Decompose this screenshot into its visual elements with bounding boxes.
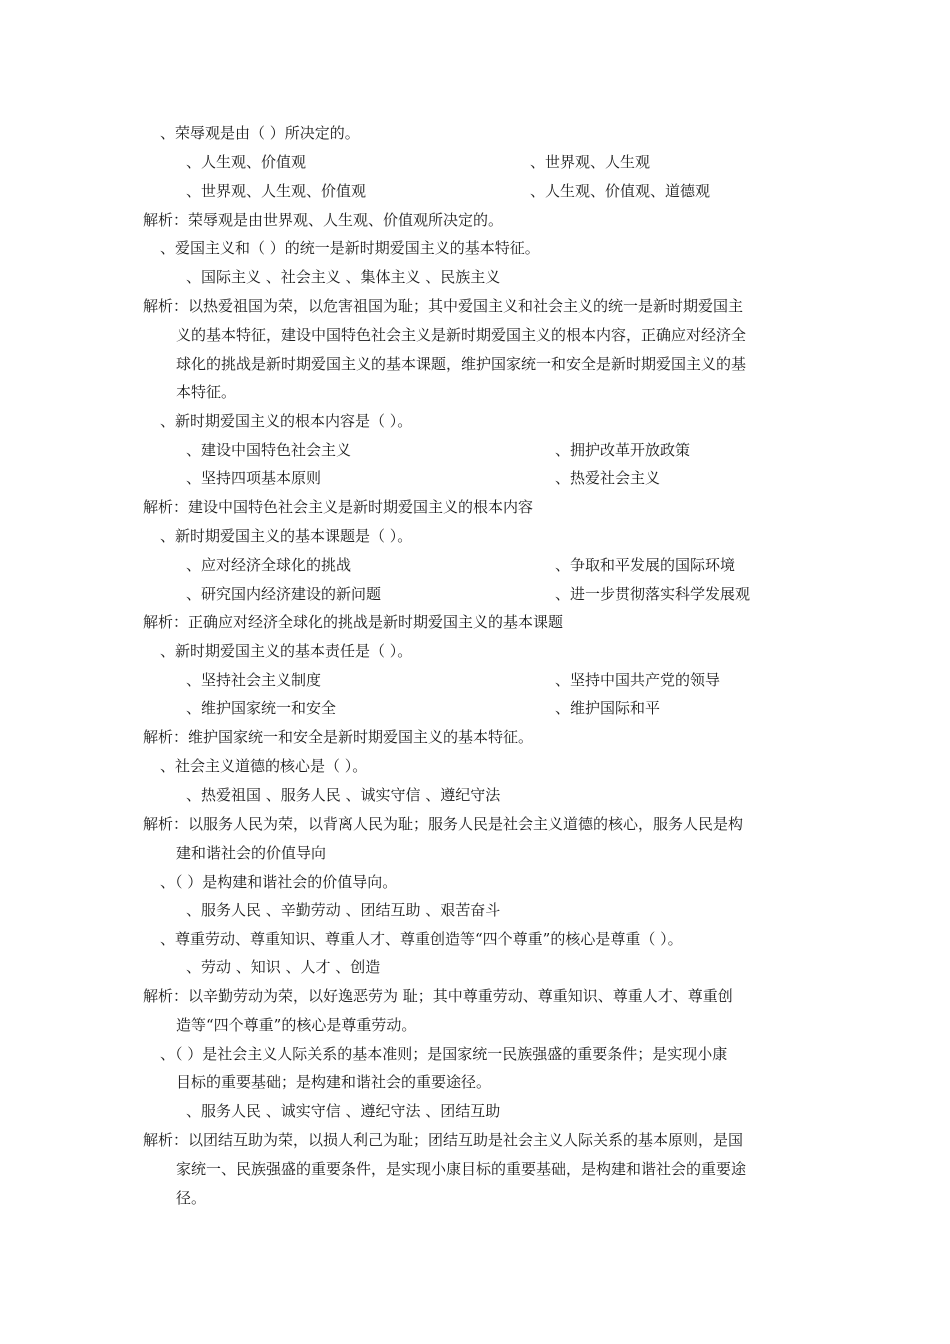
question-4-analysis: 解析：正确应对经济全球化的挑战是新时期爱国主义的基本课题 [143,613,564,631]
question-3-option-a: 、建设中国特色社会主义 [186,441,352,459]
question-9-analysis-line-3: 径。 [176,1189,207,1207]
question-9: 、（ ）是社会主义人际关系的基本准则；是国家统一民族强盛的重要条件；是实现小康 [160,1045,728,1063]
question-9-analysis-line-2: 家统一、民族强盛的重要条件，是实现小康目标的重要基础，是构建和谐社会的重要途 [176,1160,747,1178]
question-5: 、新时期爱国主义的基本责任是（ ）。 [160,642,413,660]
question-8-options: 、劳动 、知识 、人才 、创造 [186,958,381,976]
question-4-option-b: 、争取和平发展的国际环境 [555,556,736,574]
question-3-option-b: 、拥护改革开放政策 [555,441,691,459]
question-2-options: 、国际主义 、社会主义 、集体主义 、民族主义 [186,268,501,286]
question-2-analysis-line-2: 义的基本特征，建设中国特色社会主义是新时期爱国主义的根本内容，正确应对经济全 [176,326,747,344]
question-9-line-2: 目标的重要基础；是构建和谐社会的重要途径。 [176,1073,492,1091]
question-3-option-c: 、坚持四项基本原则 [186,469,322,487]
question-2: 、爱国主义和（ ）的统一是新时期爱国主义的基本特征。 [160,239,540,257]
question-6: 、社会主义道德的核心是（ ）。 [160,757,368,775]
question-1-option-a: 、人生观、价值观 [186,153,307,171]
question-4: 、新时期爱国主义的基本课题是（ ）。 [160,527,413,545]
question-1-option-c: 、世界观、人生观、价值观 [186,182,367,200]
question-5-option-a: 、坚持社会主义制度 [186,671,322,689]
question-9-options: 、服务人民 、诚实守信 、遵纪守法 、团结互助 [186,1102,501,1120]
question-1: 、荣辱观是由（ ）所决定的。 [160,124,360,142]
question-8: 、尊重劳动、尊重知识、尊重人才、尊重创造等“四个尊重”的核心是尊重（ ）。 [160,930,683,948]
question-1-option-b: 、世界观、人生观 [530,153,651,171]
question-5-analysis: 解析：维护国家统一和安全是新时期爱国主义的基本特征。 [143,728,534,746]
question-2-analysis-line-4: 本特征。 [176,383,237,401]
question-7-options: 、服务人民 、辛勤劳动 、团结互助 、艰苦奋斗 [186,901,501,919]
question-4-option-c: 、研究国内经济建设的新问题 [186,585,382,603]
question-6-analysis: 解析：以服务人民为荣，以背离人民为耻；服务人民是社会主义道德的核心，服务人民是构 [143,815,744,833]
question-1-option-d: 、人生观、价值观、道德观 [530,182,711,200]
question-9-analysis: 解析：以团结互助为荣，以损人利己为耻；团结互助是社会主义人际关系的基本原则，是国 [143,1131,744,1149]
question-3: 、新时期爱国主义的根本内容是（ ）。 [160,412,413,430]
question-6-options: 、热爱祖国 、服务人民 、诚实守信 、遵纪守法 [186,786,501,804]
question-5-option-b: 、坚持中国共产党的领导 [555,671,721,689]
question-8-analysis-line-2: 造等“四个尊重”的核心是尊重劳动。 [176,1016,417,1034]
question-1-analysis: 解析：荣辱观是由世界观、人生观、价值观所决定的。 [143,211,504,229]
question-3-analysis: 解析：建设中国特色社会主义是新时期爱国主义的根本内容 [143,498,534,516]
question-8-analysis: 解析：以辛勤劳动为荣，以好逸恶劳为 耻；其中尊重劳动、尊重知识、尊重人才、尊重创 [143,987,733,1005]
question-2-analysis-line-3: 球化的挑战是新时期爱国主义的基本课题，维护国家统一和安全是新时期爱国主义的基 [176,355,747,373]
question-4-option-d: 、进一步贯彻落实科学发展观 [555,585,751,603]
question-7: 、（ ）是构建和谐社会的价值导向。 [160,873,398,891]
question-5-option-c: 、维护国家统一和安全 [186,699,337,717]
question-6-analysis-line-2: 建和谐社会的价值导向 [176,844,327,862]
question-3-option-d: 、热爱社会主义 [555,469,661,487]
question-4-option-a: 、应对经济全球化的挑战 [186,556,352,574]
question-2-analysis: 解析：以热爱祖国为荣，以危害祖国为耻；其中爱国主义和社会主义的统一是新时期爱国主 [143,297,744,315]
question-5-option-d: 、维护国际和平 [555,699,661,717]
